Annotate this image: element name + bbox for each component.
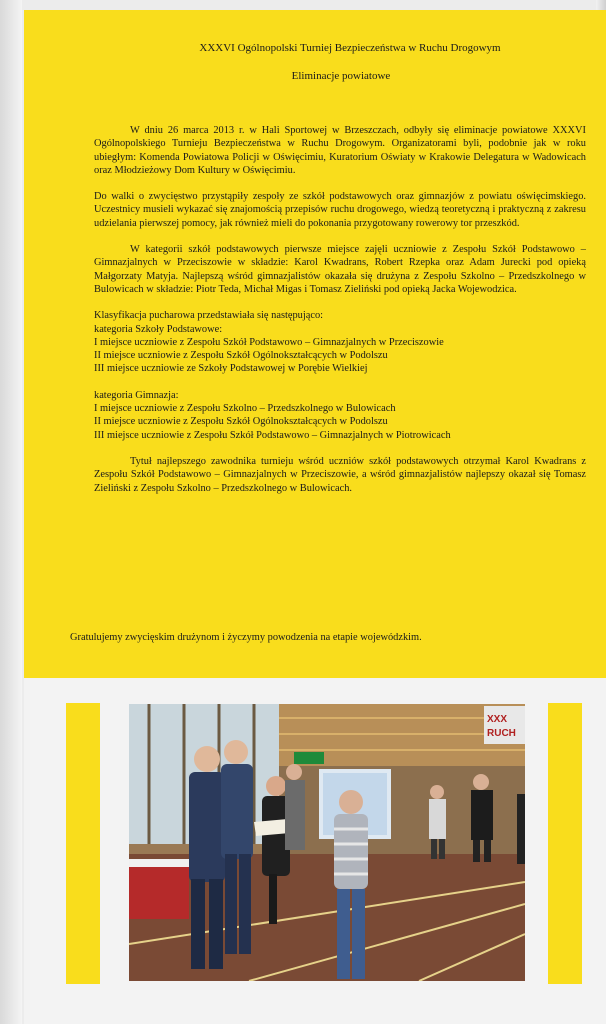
category-primary-heading: kategoria Szkoły Podstawowe: bbox=[94, 323, 223, 335]
gymnasium-result-2: II miejsce uczniowie z Zespołu Szkół Ogólnokształcących w Podolszu bbox=[94, 416, 388, 428]
article-body bbox=[94, 124, 586, 508]
classification-intro: Klasyfikacja pucharowa przedstawiała się następująco: bbox=[94, 310, 324, 322]
banner-text: XXX bbox=[487, 714, 508, 725]
category-gymnasium-heading: kategoria Gimnazja: bbox=[94, 389, 179, 401]
svg-text:RUCH: RUCH bbox=[487, 728, 516, 739]
article-page bbox=[24, 10, 606, 678]
yellow-stripe-right bbox=[548, 703, 582, 984]
gymnasium-result-3: III miejsce uczniowie z Zespołu Szkół Podstawowo – Gimnazjalnych w Piotrowicach bbox=[94, 429, 451, 441]
primary-result-2: II miejsce uczniowie z Zespołu Szkół Ogólnokształcących w Podolszu bbox=[94, 350, 388, 362]
yellow-stripe-left bbox=[66, 703, 100, 984]
paragraph-intro: W dniu 26 marca 2013 r. w Hali Sportowej w Brzeszczach, odbyły się eliminacje powiatowe XXXVI Ogólnopolskiego Turnieju Bezpieczeństwa w Ruchu Drogowym. Organizatorami byli, podobnie jak w roku ubiegłym: Komenda Powiatowa Policji w Oświęcimiu, Kuratorium Oświaty w Krakowie Delegatura w Wadowicach oraz Młodzieżowy Dom Kultury w Oświęcimiu. bbox=[94, 125, 586, 176]
paragraph-best-player: Tytuł najlepszego zawodnika turnieju wśród uczniów szkół podstawowych otrzymał Karol Kwadrans z Zespołu Szkół Podstawowo – Gimnazjalnych w Przeciszowie, a wśród gimnazjalistów najlepszy okazał się Tomasz Zieliński z Zespołu Szkolno – Przedszkolnego w Bulowicach. bbox=[94, 455, 586, 494]
gymnasium-result-1: I miejsce uczniowie z Zespołu Szkolno – Przedszkolnego w Bulowicach bbox=[94, 403, 396, 415]
closing-line: Gratulujemy zwycięskim drużynom i życzymy powodzenia na etapie wojewódzkim. bbox=[70, 632, 422, 643]
article-subtitle: Eliminacje powiatowe bbox=[291, 70, 391, 82]
article-title: XXXVI Ogólnopolski Turniej Bezpieczeństwa w Ruchu Drogowym bbox=[199, 42, 501, 54]
award-ceremony-photo bbox=[129, 704, 525, 981]
paragraph-winners: W kategorii szkół podstawowych pierwsze miejsce zajęli uczniowie z Zespołu Szkół Podstawowo – Gimnazjalnych w Przeciszowie w składzie: Karol Kwadrans, Robert Rzepka oraz Adam Jurecki pod opieką Małgorzaty Matyja. Najlepszą wśród gimnazjalistów okazała się drużyna z Zespołu Szkolno – Przedszkolnego w Bulowicach w składzie: Piotr Teda, Michał Migas i Tomasz Zieliński pod opieką Jacka Wojewodzica. bbox=[94, 244, 586, 295]
paragraph-competition: Do walki o zwycięstwo przystąpiły zespoły ze szkół podstawowych oraz gimnazjów z powiatu oświęcimskiego. Uczestnicy musieli wykazać się znajomością przepisów ruchu drogowego, wiedzą teoretyczną i praktyczną z zakresu udzielania pierwszej pomocy, jak również mieli do pokonania przygotowany rowerowy tor przeszkód. bbox=[94, 191, 586, 229]
primary-result-3: III miejsce uczniowie ze Szkoły Podstawowej w Porębie Wielkiej bbox=[94, 363, 368, 375]
page-left-edge bbox=[0, 0, 22, 1024]
primary-result-1: I miejsce uczniowie z Zespołu Szkół Podstawowo – Gimnazjalnych w Przeciszowie bbox=[94, 336, 444, 348]
